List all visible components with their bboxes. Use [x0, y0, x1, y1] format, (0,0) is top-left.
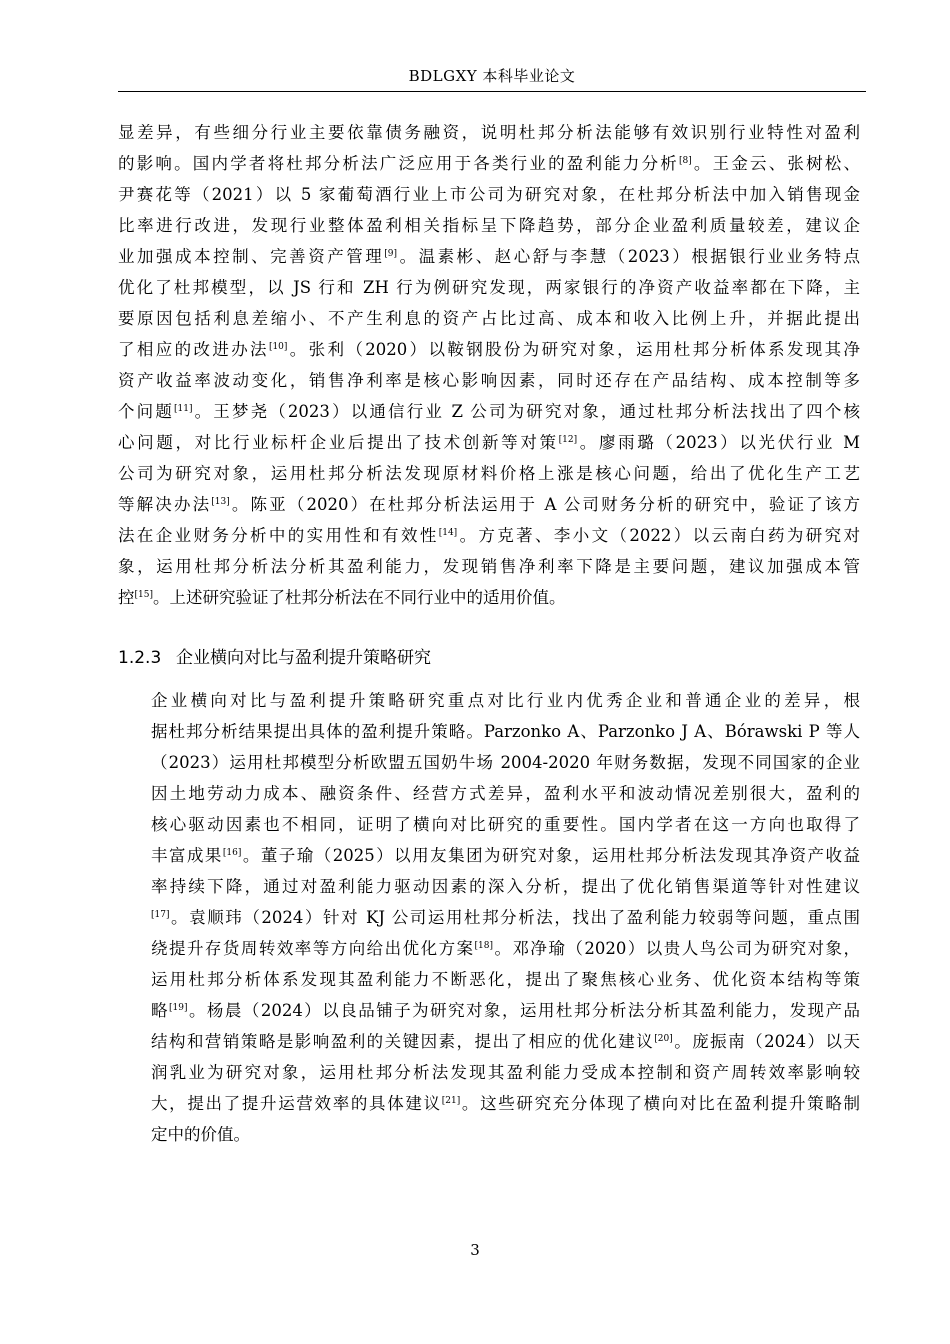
text-line [118, 520, 860, 551]
text-run: 因土地劳动力成本、融资条件、经营方式差异，盈利水平和波动情况差别很大，盈利的 [151, 784, 860, 803]
section-heading [118, 646, 431, 670]
text-run: 定中的价值。 [151, 1125, 250, 1144]
text-run: 象，运用杜邦分析法分析其盈利能力，发现销售净利率下降是主要问题，建议加强成本管 [118, 557, 860, 576]
text-run: 。陈亚（2020）在杜邦分析法运用于 A 公司财务分析的研究中，验证了该方 [229, 495, 861, 514]
text-line [118, 489, 860, 520]
text-run: 。廖雨璐（2023）以光伏行业 M [577, 433, 860, 452]
text-run: 公司为研究对象，运用杜邦分析法发现原材料价格上涨是核心问题，给出了优化生产工艺 [118, 464, 860, 483]
text-run: 了相应的改进办法 [118, 340, 269, 359]
text-run: 个问题 [118, 402, 174, 421]
text-run: 法在企业财务分析中的实用性和有效性 [118, 526, 439, 545]
text-line [118, 148, 860, 179]
text-run: 业加强成本控制、完善资产管理 [118, 247, 385, 266]
text-line [118, 747, 860, 778]
text-run: 。温素彬、赵心舒与李慧（2023）根据银行业业务特点 [397, 247, 861, 266]
text-line [118, 551, 860, 582]
text-line [118, 1026, 860, 1057]
text-run: 。方克著、李小文（2022）以云南白药为研究对 [457, 526, 861, 545]
text-line [118, 179, 860, 210]
text-line [118, 210, 860, 241]
text-line [118, 582, 860, 613]
text-line [118, 840, 860, 871]
text-run: 。袁顺玮（2024）针对 KJ 公司运用杜邦分析法，找出了盈利能力较弱等问题，重点围 [169, 908, 860, 927]
text-run: 资产收益率波动变化，销售净利率是核心影响因素，同时还存在产品结构、成本控制等多 [118, 371, 860, 390]
text-run: 心问题，对比行业标杆企业后提出了技术创新等对策 [118, 433, 559, 452]
text-line [118, 902, 860, 933]
text-run: 。杨晨（2024）以良品铺子为研究对象，运用杜邦分析法分析其盈利能力，发现产品 [187, 1001, 861, 1020]
text-run: 企业横向对比与盈利提升策略研究重点对比行业内优秀企业和普通企业的差异，根 [151, 691, 860, 710]
text-run: 优化了杜邦模型，以 JS 行和 ZH 行为例研究发现，两家银行的净资产收益率都在下降，主 [118, 278, 860, 297]
section-number: 1.2.3 [118, 648, 162, 668]
section-title: 企业横向对比与盈利提升策略研究 [176, 648, 431, 668]
citation-ref: [17] [151, 910, 170, 920]
body-paragraph-2 [118, 685, 860, 1150]
text-run: 的影响。国内学者将杜邦分析法广泛应用于各类行业的盈利能力分析 [118, 154, 679, 173]
text-line [118, 303, 860, 334]
text-line [118, 241, 860, 272]
text-line [118, 458, 860, 489]
text-line [118, 995, 860, 1026]
text-run: 丰富成果 [151, 846, 223, 865]
text-line [118, 1119, 860, 1150]
text-line [118, 334, 860, 365]
text-run: 显差异，有些细分行业主要依靠债务融资，说明杜邦分析法能够有效识别行业特性对盈利 [118, 123, 860, 142]
text-run: 大，提出了提升运营效率的具体建议 [151, 1094, 442, 1113]
header-rule [118, 91, 866, 92]
text-run: 。上述研究验证了杜邦分析法在不同行业中的适用价值。 [152, 588, 566, 607]
citation-ref: [12] [558, 435, 578, 445]
text-line [118, 778, 860, 809]
citation-ref: [8] [678, 156, 692, 166]
text-run: 。庞振南（2024）以天 [672, 1032, 861, 1051]
text-run: 润乳业为研究对象，运用杜邦分析法发现其盈利能力受成本控制和资产周转效率影响较 [151, 1063, 860, 1082]
citation-ref: [9] [384, 249, 398, 259]
text-line [118, 1057, 860, 1088]
text-line [118, 427, 860, 458]
citation-ref: [18] [474, 941, 494, 951]
text-run: 结构和营销策略是影响盈利的关键因素，提出了相应的优化建议 [151, 1032, 655, 1051]
running-header: BDLGXY 本科毕业论文 [408, 67, 576, 85]
text-line [118, 117, 860, 148]
text-line [118, 809, 860, 840]
text-line [118, 716, 860, 747]
text-run: 。这些研究充分体现了横向对比在盈利提升策略制 [460, 1094, 861, 1113]
text-run: 控 [118, 588, 135, 607]
text-line [118, 933, 860, 964]
text-line [118, 396, 860, 427]
text-run: 。董子瑜（2025）以用友集团为研究对象，运用杜邦分析法发现其净资产收益 [241, 846, 861, 865]
text-run: 核心驱动因素也不相同，证明了横向对比研究的重要性。国内学者在这一方向也取得了 [151, 815, 860, 834]
text-run: 运用杜邦分析体系发现其盈利能力不断恶化，提出了聚焦核心业务、优化资本结构等策 [151, 970, 860, 989]
text-run: 略 [151, 1001, 169, 1020]
citation-ref: [16] [222, 848, 242, 858]
citation-ref: [21] [441, 1096, 461, 1106]
text-run: 。邓净瑜（2020）以贵人鸟公司为研究对象， [493, 939, 861, 958]
text-run: 。张利（2020）以鞍钢股份为研究对象，运用杜邦分析体系发现其净 [287, 340, 861, 359]
text-run: 等解决办法 [118, 495, 212, 514]
text-run: 比率进行改进，发现行业整体盈利相关指标呈下降趋势，部分企业盈利质量较差，建议企 [118, 216, 860, 235]
text-line [118, 685, 860, 716]
text-run: 据杜邦分析结果提出具体的盈利提升策略。Parzonko A、Parzonko J A、Bórawski P 等人 [151, 722, 860, 741]
body-paragraph-1 [118, 117, 860, 613]
text-line [118, 1088, 860, 1119]
text-line [118, 871, 860, 902]
text-line [118, 964, 860, 995]
citation-ref: [10] [268, 342, 288, 352]
text-line [118, 365, 860, 396]
citation-ref: [20] [654, 1034, 673, 1044]
text-run: 率持续下降，通过对盈利能力驱动因素的深入分析，提出了优化销售渠道等针对性建议 [151, 877, 860, 896]
citation-ref: [13] [211, 497, 230, 507]
text-run: 要原因包括利息差缩小、不产生利息的资产占比过高、成本和收入比例上升，并据此提出 [118, 309, 860, 328]
citation-ref: [14] [438, 528, 458, 538]
text-line [118, 272, 860, 303]
citation-ref: [19] [168, 1003, 188, 1013]
text-run: 。王金云、张树松、 [691, 154, 861, 173]
citation-ref: [15] [134, 590, 153, 600]
text-run: 尹赛花等（2021）以 5 家葡萄酒行业上市公司为研究对象，在杜邦分析法中加入销售现金 [118, 185, 860, 204]
citation-ref: [11] [173, 404, 193, 414]
page-number: 3 [470, 1241, 480, 1259]
text-run: 绕提升存货周转效率等方向给出优化方案 [151, 939, 475, 958]
text-run: （2023）运用杜邦模型分析欧盟五国奶牛场 2004-2020 年财务数据，发现不同国家的企业 [151, 753, 860, 772]
text-run: 。王梦尧（2023）以通信行业 Z 公司为研究对象，通过杜邦分析法找出了四个核 [192, 402, 860, 421]
